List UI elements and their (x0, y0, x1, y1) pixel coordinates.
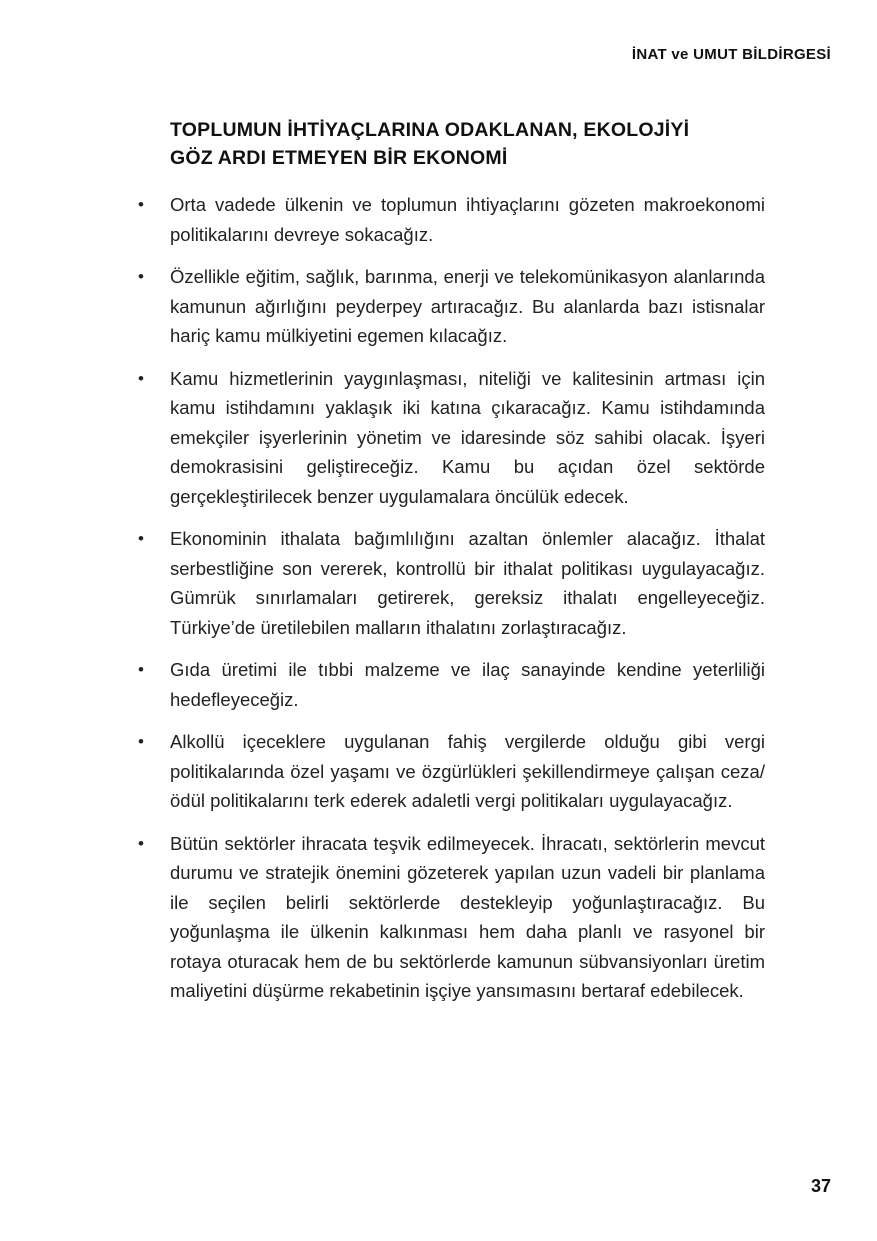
list-item (135, 190, 765, 249)
bullet-text: Kamu hizmetlerinin yaygınlaşması, niteliği ve kalitesinin artması için kamu istihdamını yaklaşık iki katına çıkaracağız. Kamu istihdamında emekçiler işyerlerinin yönetim ve idaresinde söz sahibi olacak. İşyeri demokrasisini geliştireceğiz. Kamu bu açıdan özel sektörde gerçekleştirilecek benzer uygulamalara öncülük edecek. (170, 367, 765, 507)
running-header-text: İNAT ve UMUT BİLDİRGESİ (631, 46, 831, 63)
section-title (170, 116, 765, 172)
list-item (135, 524, 765, 642)
bullet-text: Ekonominin ithalata bağımlılığını azaltan önlemler alacağız. İthalat serbestliğine son vererek, kontrollü bir ithalat politikası uygulayacağız. Gümrük sınırlamaları getirerek, gereksiz ithalatı engelleyeceğiz. Türkiye’de üretilebilen malların ithalatını zorlaştıracağız. (170, 528, 765, 638)
bullet-icon: • (138, 529, 144, 548)
page-content (135, 116, 765, 1019)
bullet-text: Bütün sektörler ihracata teşvik edilmeyecek. İhracatı, sektörlerin mevcut durumu ve stratejik önemini gözeterek yapılan uzun vadeli bir planlama ile seçilen belirli sektörlerde destekleyip yoğunlaştıracağız. Bu yoğunlaşma ile ülkenin kalkınması hem daha planlı ve rasyonel bir rotaya oturacak hem de bu sektörlerde kamunun sübvansiyonları üretim maliyetini düşürme rekabetinin işçiye yansımasını bertaraf edebilecek. (170, 832, 765, 1001)
list-item (135, 829, 765, 1006)
bullet-icon: • (138, 195, 144, 214)
list-item (135, 262, 765, 351)
bullet-icon: • (138, 833, 144, 853)
page-number: 37 (810, 1176, 831, 1196)
list-item (135, 655, 765, 714)
bullet-text: Orta vadede ülkenin ve toplumun ihtiyaçlarını gözeten makroekonomi politikalarını devreye sokacağız. (170, 194, 765, 245)
bullet-text: Alkollü içeceklere uygulanan fahiş vergilerde olduğu gibi vergi politikalarında özel yaşamı ve özgürlükleri şekillendirmeye çalışan ceza/ödül politikalarını terk ederek adaletli vergi politikaları uygulayacağız. (170, 731, 765, 811)
bullet-text: Gıda üretimi ile tıbbi malzeme ve ilaç sanayinde kendine yeterliliği hedefleyeceğiz. (170, 659, 765, 710)
running-header (632, 46, 831, 63)
bullet-icon: • (138, 660, 144, 679)
list-item (135, 727, 765, 816)
section-title-line-1: TOPLUMUN İHTİYAÇLARINA ODAKLANAN, EKOLOJİYİ (170, 119, 690, 141)
bullet-icon: • (138, 267, 144, 286)
bullet-icon: • (138, 368, 144, 388)
bullet-text: Özellikle eğitim, sağlık, barınma, enerji ve telekomünikasyon alanlarında kamunun ağırlığını peyderpey artıracağız. Bu alanlarda bazı istisnalar hariç kamu mülkiyetini egemen kılacağız. (170, 266, 765, 346)
section-title-line-2: GÖZ ARDI ETMEYEN BİR EKONOMİ (170, 147, 508, 169)
list-item (135, 364, 765, 512)
bullet-icon: • (138, 732, 144, 751)
bullet-list (135, 190, 765, 1006)
